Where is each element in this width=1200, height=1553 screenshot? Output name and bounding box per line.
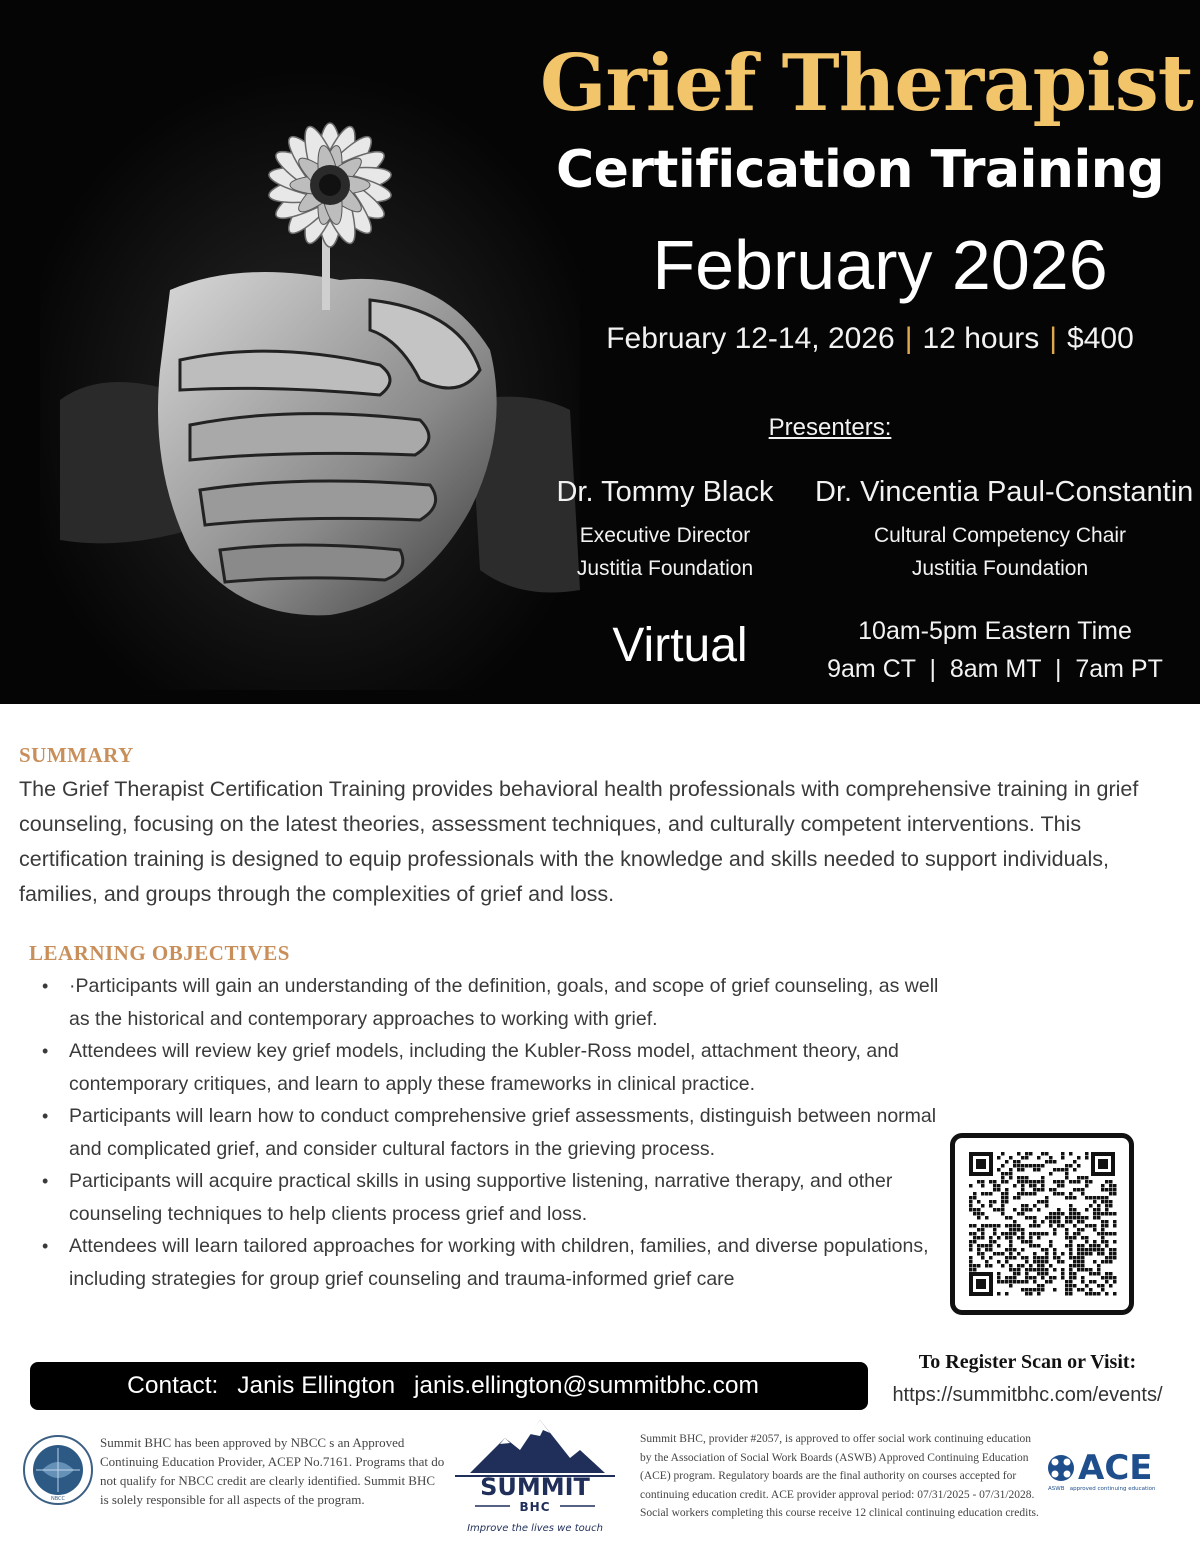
event-dates: February 12-14, 2026	[606, 322, 895, 355]
objectives-heading: LEARNING OBJECTIVES	[29, 941, 290, 965]
objectives-list	[42, 970, 942, 1295]
contact-label: Contact:	[127, 1372, 219, 1399]
summary-text: The Grief Therapist Certification Training provides behavioral health professionals with comprehensive training in grief counseling, focusing on the latest theories, assessment techniques, and culturally competent interventions. This certification training is designed to equip professionals with the knowledge and skills needed to support individuals, families, and groups through the complexities of grief and loss.	[19, 777, 1139, 906]
presenter-card	[815, 476, 1194, 585]
time-eastern: 10am-5pm Eastern Time	[858, 617, 1132, 645]
qr-code-icon	[963, 1146, 1121, 1302]
time-other-zones: 9am CT | 8am MT | 7am PT	[827, 655, 1163, 683]
nbcc-seal-logo	[22, 1434, 94, 1506]
event-price: $400	[1067, 322, 1134, 355]
list-item	[42, 1230, 942, 1295]
objective-text: Participants will learn how to conduct comprehensive grief assessments, distinguish between normal and complicated grief, and consider cultural factors in the grieving process.	[69, 1105, 937, 1160]
event-details	[560, 322, 1180, 356]
presenter-role: Executive Director	[579, 524, 751, 547]
summary-heading: SUMMARY	[19, 743, 134, 767]
list-item	[42, 1165, 942, 1230]
register-block	[885, 1351, 1170, 1407]
register-qr-code[interactable]	[950, 1133, 1134, 1315]
aswb-approval-text: Summit BHC, provider #2057, is approved to offer social work continuing education by the Association of Social Work Boards (ASWB) Approved Continuing Education (ACE) program. Regulatory boards are the final authority on courses accepted for continuing education credit. ACE provider approval period: 07/31/2025 - 07/31/2028. Social workers completing this course receive 12 clinical continuing education credits.	[640, 1433, 1039, 1519]
ace-subtitle: ASWB approved continuing education	[1048, 1486, 1156, 1492]
separator: |	[904, 322, 913, 355]
register-heading: To Register Scan or Visit:	[918, 1351, 1137, 1373]
contact-name: Janis Ellington	[237, 1372, 396, 1399]
register-url-link[interactable]: https://summitbhc.com/events/	[892, 1384, 1163, 1406]
ace-wordmark: ACE	[1078, 1448, 1153, 1488]
bullet-icon: •	[42, 1171, 49, 1191]
presenter-card	[540, 476, 790, 585]
event-times	[800, 612, 1190, 688]
bullet-icon: •	[42, 976, 49, 996]
summit-bhc-label: BHC	[519, 1500, 551, 1514]
event-format: Virtual	[612, 619, 748, 672]
month-heading: February 2026	[652, 226, 1108, 304]
contact-bar	[30, 1362, 868, 1410]
separator: |	[1049, 322, 1058, 355]
nbcc-approval-text: Summit BHC has been approved by NBCC s an Approved Continuing Education Provider, ACEP No.7161. Programs that do not qualify for NBCC credit are clearly identified. Summit BHC is solely responsible for all aspects of the program.	[100, 1435, 445, 1507]
summit-tagline: Improve the lives we touch	[467, 1523, 603, 1534]
list-item	[42, 970, 942, 1035]
summit-wordmark: SUMMIT	[480, 1473, 590, 1501]
contact-email-link[interactable]: janis.ellington@summitbhc.com	[413, 1372, 759, 1399]
presenter-name: Dr. Vincentia Paul-Constantin	[815, 476, 1194, 508]
list-item	[42, 1100, 942, 1165]
bullet-icon: •	[42, 1041, 49, 1061]
event-hours: 12 hours	[922, 322, 1040, 355]
objective-text: ·Participants will gain an understanding of the definition, goals, and scope of grief counseling, as well as the historical and contemporary approaches to working with grief.	[69, 975, 939, 1030]
presenter-name: Dr. Tommy Black	[556, 476, 774, 508]
bullet-icon: •	[42, 1106, 49, 1126]
list-item	[42, 1035, 942, 1100]
presenter-org: Justitia Foundation	[576, 557, 754, 580]
nbcc-seal-label: NBCC	[50, 1496, 66, 1502]
bullet-icon: •	[42, 1236, 49, 1256]
objective-text: Participants will acquire practical skills in using supportive listening, narrative therapy, and other counseling techniques to help clients process grief and loss.	[69, 1170, 893, 1225]
title-line-2: Certification Training	[555, 140, 1165, 200]
hands-holding-flower-image	[40, 70, 580, 690]
presenter-org: Justitia Foundation	[911, 557, 1089, 580]
objective-text: Attendees will review key grief models, including the Kubler-Ross model, attachment theory, and contemporary critiques, and learn to apply these frameworks in clinical practice.	[69, 1040, 899, 1095]
title-line-1: Grief Therapist	[540, 38, 1193, 129]
hero-banner	[0, 0, 1200, 704]
presenters-label: Presenters:	[768, 414, 892, 441]
presenter-role: Cultural Competency Chair	[873, 524, 1127, 547]
objective-text: Attendees will learn tailored approaches for working with children, families, and diverse populations, including strategies for group grief counseling and trauma-informed grief care	[69, 1235, 929, 1290]
